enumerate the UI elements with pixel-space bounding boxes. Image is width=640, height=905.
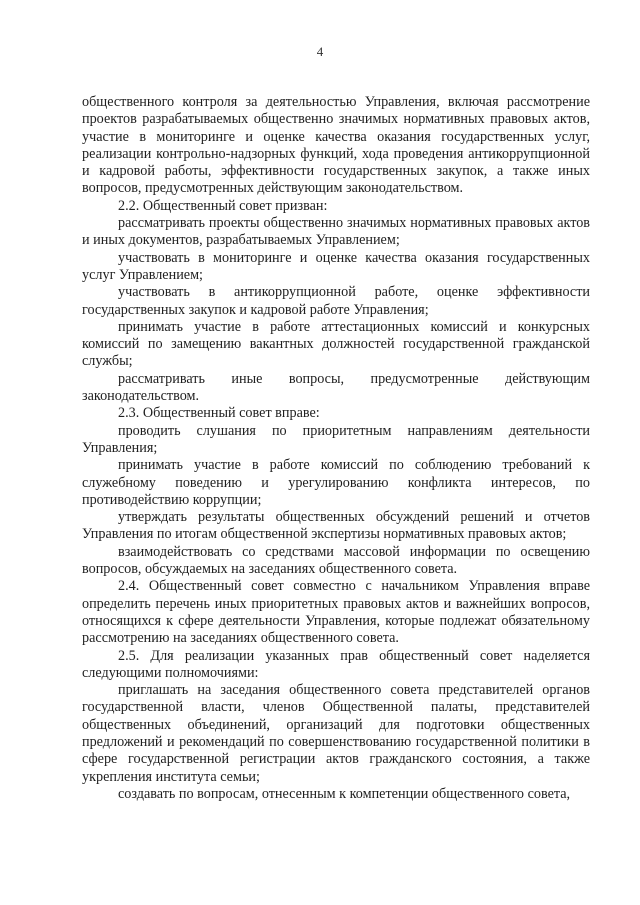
list-item: утверждать результаты общественных обсуждений решений и отчетов Управления по итогам общественной экспертизы нормативных правовых актов;	[82, 509, 590, 543]
list-item: создавать по вопросам, отнесенным к компетенции общественного совета,	[118, 785, 571, 802]
section-2-5: 2.5. Для реализации указанных прав общественный совет наделяется следующими полномочиями:	[82, 647, 590, 681]
document-body	[82, 94, 590, 803]
list-item: принимать участие в работе комиссий по соблюдению требований к служебному поведению и урегулированию конфликта интересов, по противодействию коррупции;	[82, 457, 590, 508]
list-item: рассматривать иные вопросы, предусмотренные действующим законодательством.	[82, 370, 590, 405]
section-2-4: 2.4. Общественный совет совместно с начальником Управления вправе определить перечень иных приоритетных правовых актов и важнейших вопросов, относящихся к сфере деятельности Управления, которые подлежат обязательному рассмотрению на заседаниях общественного совета.	[82, 578, 590, 647]
section-heading-2-2: 2.2. Общественный совет призван:	[118, 197, 328, 214]
section-heading-2-3: 2.3. Общественный совет вправе:	[118, 405, 320, 422]
list-item: взаимодействовать со средствами массовой информации по освещению вопросов, обсуждаемых на заседаниях общественного совета.	[82, 543, 590, 578]
list-item: принимать участие в работе аттестационных комиссий и конкурсных комиссий по замещению вакантных должностей государственной гражданской службы;	[82, 318, 590, 370]
list-item: приглашать на заседания общественного совета представителей органов государственной власти, членов Общественной палаты, представителей общественных объединений, организаций для подготовки общественных предложений и рекомендаций по совершенствованию государственной политики в сфере государственной регистрации актов гражданского состояния, а также укрепления института семьи;	[82, 682, 590, 785]
list-item: участвовать в антикоррупционной работе, оценке эффективности государственных закупок и кадровой работе Управления;	[82, 284, 590, 318]
list-item: участвовать в мониторинге и оценке качества оказания государственных услуг Управлением;	[82, 249, 590, 283]
paragraph-continuation: общественного контроля за деятельностью Управления, включая рассмотрение проектов разрабатываемых общественно значимых нормативных правовых актов, участие в мониторинге и оценке качества оказания государственных услуг, реализации контрольно-надзорных функций, хода проведения антикоррупционной и кадровой работы, эффективности государственных закупок, а также иных вопросов, предусмотренных действующим законодательством.	[82, 94, 590, 197]
list-item: проводить слушания по приоритетным направлениям деятельности Управления;	[82, 422, 590, 456]
list-item: рассматривать проекты общественно значимых нормативных правовых актов и иных документов, разрабатываемых Управлением;	[82, 215, 590, 249]
page-number: 4	[316, 44, 324, 59]
